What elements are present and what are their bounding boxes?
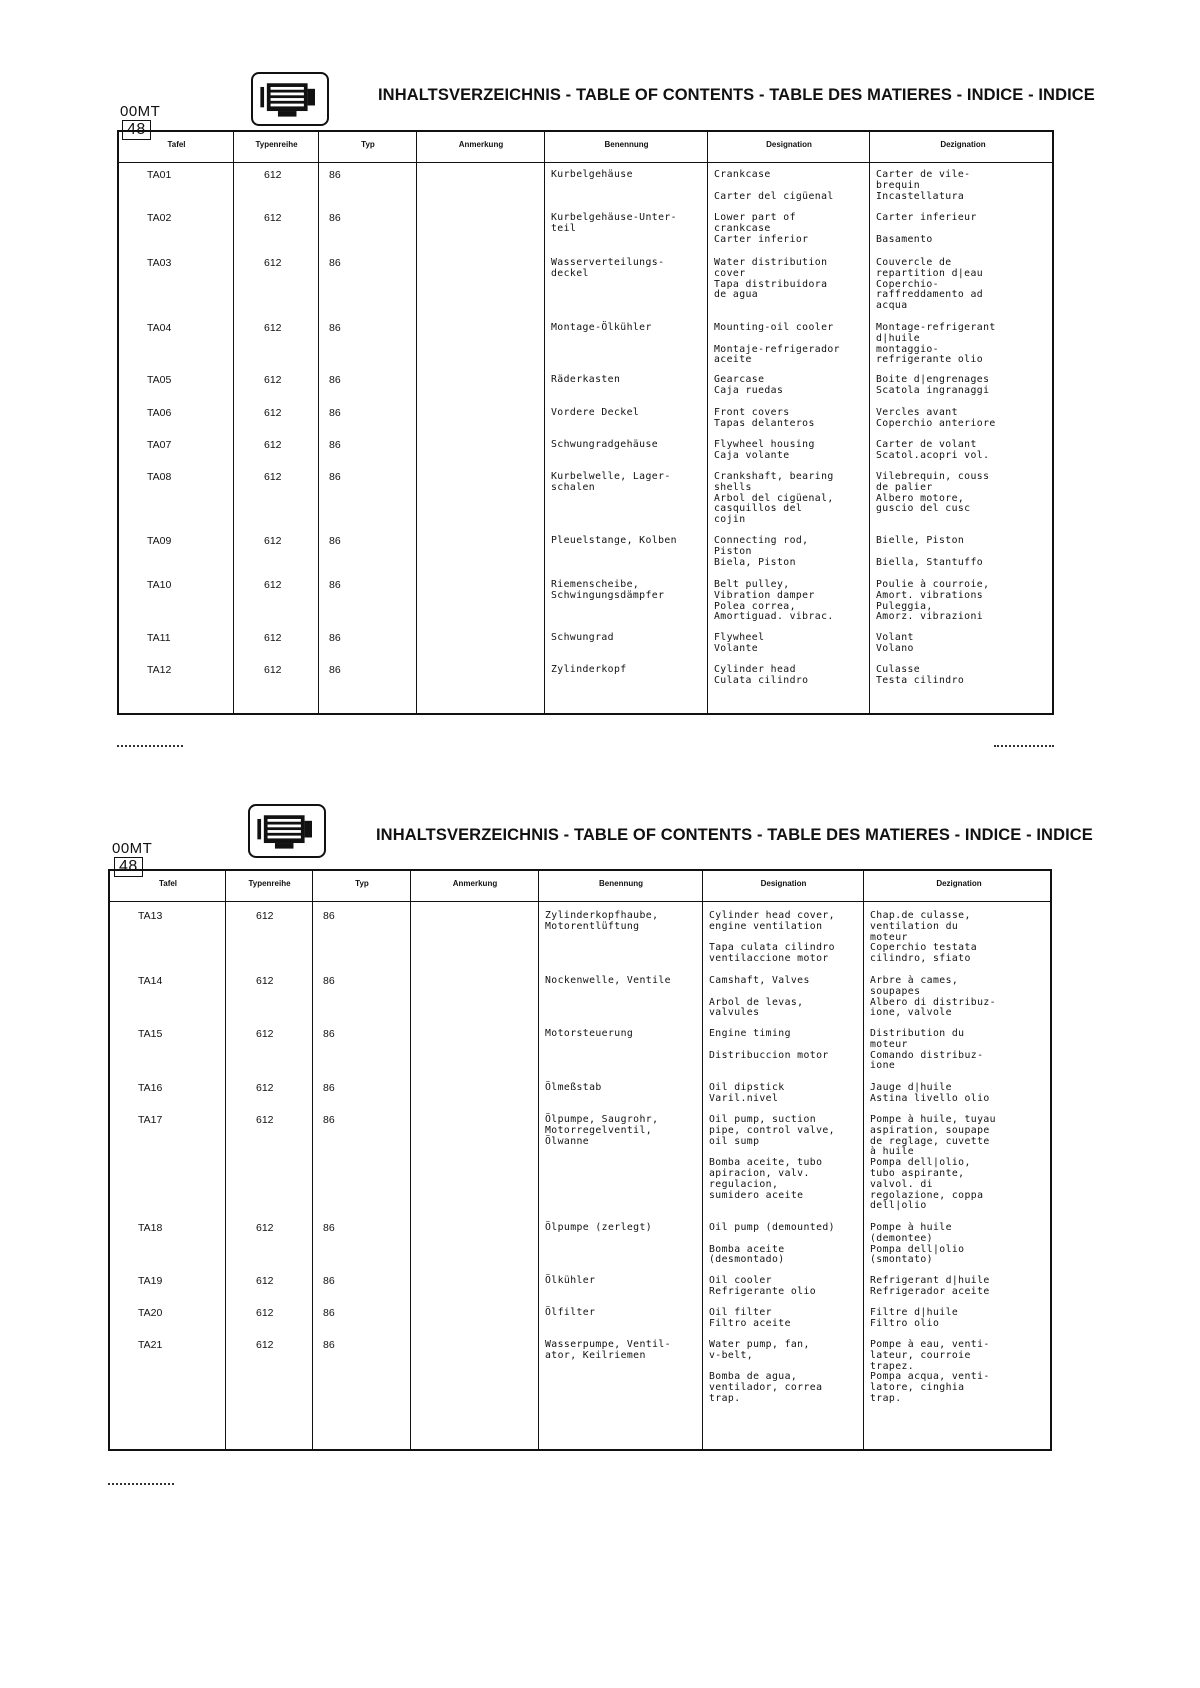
benennung-line: Ölfilter [545,1307,596,1318]
type-value: 86 [323,1339,335,1351]
designation-en-line: Oil filter [709,1307,772,1318]
footer-mark-right [994,745,1054,747]
designation-fr-line: Distribution du [870,1028,965,1039]
designation-en-line: Filtro aceite [709,1317,791,1329]
table-id: TA21 [138,1339,163,1351]
column-divider [312,871,313,1449]
designation-fr-line: ventilation du [870,920,959,932]
type-value: 86 [329,535,341,547]
designation-fr-line: Pompa dell|olio, [870,1157,971,1169]
designation-fr-line: de reglage, cuvette [870,1135,990,1147]
type-value: 86 [329,664,341,676]
designation-fr-line: valvol. di [870,1178,933,1190]
code-prefix: 00MT [112,840,153,857]
benennung-line: Motorsteuerung [545,1028,634,1039]
designation-fr-line: Culasse [876,664,921,675]
footer-mark-left [108,1483,174,1485]
type-value: 86 [323,975,335,987]
benennung-line: deckel [551,267,589,279]
designation-fr-line: regolazione, coppa [870,1189,984,1201]
series-value: 612 [264,212,282,224]
benennung-line: Ölwanne [545,1135,590,1147]
column-divider [233,132,234,713]
designation-fr-line: tubo aspirante, [870,1168,965,1179]
designation-en-line: cojin [714,514,746,526]
designation-en-line: Polea correa, [714,600,796,612]
series-value: 612 [256,1275,274,1287]
benennung-line: Ölkühler [545,1275,596,1286]
designation-fr-line: refrigerante olio [876,354,984,366]
benennung-line: Kurbelgehäuse-Unter- [551,212,677,223]
designation-en-line: Bomba de agua, [709,1371,798,1383]
table-id: TA18 [138,1222,163,1234]
designation-fr-line: Pompa acqua, venti- [870,1371,990,1383]
designation-en-line: Varil.nivel [709,1092,779,1104]
designation-en-line: Tapa culata cilindro [709,942,835,954]
benennung-line: Kurbelgehäuse [551,169,633,180]
designation-fr-line: à huile [870,1146,915,1158]
designation-en-line: Montaje-refrigerador [714,343,840,355]
designation-en-line: cover [714,267,746,279]
benennung-line: schalen [551,481,596,493]
benennung-line: ator, Keilriemen [545,1349,646,1361]
type-value: 86 [329,322,341,334]
benennung-line: Zylinderkopf [551,664,627,675]
benennung-line: Schwungradgehäuse [551,439,659,450]
table-id: TA11 [147,632,171,644]
designation-en-line: de agua [714,289,759,301]
series-value: 612 [256,1339,274,1351]
column-header-typenreihe: Typenreihe [255,140,298,149]
designation-fr-line: acqua [876,300,908,312]
benennung-line: Motorregelventil, [545,1124,653,1136]
column-header-typ: Typ [355,879,369,888]
designation-fr-line: Poulie à courroie, [876,579,990,590]
column-divider [410,871,411,1449]
table-id: TA06 [147,407,172,419]
type-value: 86 [329,632,341,644]
designation-en-line: Cylinder head [714,664,796,675]
type-value: 86 [323,1082,335,1094]
designation-fr-line: trapez. [870,1360,915,1372]
designation-fr-line: Coperchio anteriore [876,417,996,429]
designation-fr-line: Filtre d|huile [870,1307,959,1318]
designation-en-line: Oil cooler [709,1275,772,1286]
designation-fr-line: Vercles avant [876,407,958,418]
benennung-line: Zylinderkopfhaube, [545,910,659,921]
designation-en-line: Lower part of [714,212,796,223]
designation-fr-line: latore, cinghia [870,1382,965,1394]
column-header-designation-fr: Dezignation [936,879,982,888]
designation-fr-line: Filtro olio [870,1317,940,1329]
designation-fr-line: d|huile [876,332,921,344]
designation-fr-line: Refrigerador aceite [870,1285,990,1297]
designation-en-line: Crankcase [714,169,771,180]
designation-en-line: Culata cilindro [714,674,809,686]
type-value: 86 [323,910,335,922]
table-header-divider [119,162,1052,163]
designation-en-line: Bomba aceite, tubo [709,1157,823,1169]
benennung-line: Ölmeßstab [545,1082,602,1093]
table-id: TA01 [147,169,172,181]
engine-logo-icon [248,804,326,858]
column-divider [225,871,226,1449]
designation-fr-line: Boite d|engrenages [876,374,990,385]
type-value: 86 [323,1275,335,1287]
designation-fr-line: Couvercle de [876,257,952,268]
table-id: TA05 [147,374,172,386]
designation-fr-line: Puleggia, [876,600,933,612]
designation-en-line: oil sump [709,1135,760,1147]
designation-fr-line: Carter inferieur [876,212,977,223]
code-number: 48 [114,857,143,877]
designation-en-line: Tapa distribuidora [714,278,828,290]
designation-fr-line: Coperchio testata [870,942,978,954]
type-value: 86 [329,169,341,181]
designation-en-line: Camshaft, Valves [709,975,810,986]
designation-en-line: pipe, control valve, [709,1124,835,1136]
column-header-tafel: Tafel [167,140,186,149]
designation-fr-line: ione [870,1060,896,1072]
code-prefix: 00MT [120,103,161,120]
designation-en-line: sumidero aceite [709,1189,804,1201]
column-header-benennung: Benennung [599,879,643,888]
series-value: 612 [256,975,274,987]
designation-fr-line: Albero di distribuz- [870,996,996,1008]
column-divider [544,132,545,713]
designation-en-line: Piston [714,545,752,557]
designation-fr-line: Scatol.acopri vol. [876,449,990,461]
designation-fr-line: aspiration, soupape [870,1124,990,1136]
benennung-line: Vordere Deckel [551,407,640,418]
benennung-line: Wasserpumpe, Ventil- [545,1339,671,1350]
designation-fr-line: Comando distribuz- [870,1049,984,1061]
designation-en-line: Amortiguad. vibrac. [714,611,834,623]
table-id: TA17 [138,1114,163,1126]
designation-fr-line: dell|olio [870,1200,927,1212]
column-header-designation-fr: Dezignation [940,140,986,149]
type-value: 86 [329,579,341,591]
table-id: TA15 [138,1028,163,1040]
benennung-line: Motorentlüftung [545,920,640,932]
type-value: 86 [323,1222,335,1234]
column-header-designation-en: Designation [766,140,812,149]
table-id: TA02 [147,212,172,224]
benennung-line: Pleuelstange, Kolben [551,535,677,546]
column-header-benennung: Benennung [604,140,649,149]
type-value: 86 [329,407,341,419]
type-value: 86 [329,374,341,386]
series-value: 612 [256,1082,274,1094]
designation-fr-line: Astina livello olio [870,1092,990,1104]
designation-fr-line: (demontee) [870,1232,933,1244]
series-value: 612 [264,169,282,181]
designation-en-line: Bomba aceite [709,1243,785,1255]
column-divider [702,871,703,1449]
series-value: 612 [256,1114,274,1126]
type-value: 86 [323,1307,335,1319]
designation-en-line: Arbol de levas, [709,996,804,1008]
column-divider [869,132,870,713]
designation-fr-line: Refrigerant d|huile [870,1275,990,1286]
series-value: 612 [264,439,282,451]
designation-fr-line: Carter de volant [876,439,977,450]
designation-fr-line: Biella, Stantuffo [876,556,984,568]
designation-en-line: Carter del cigüenal [714,190,834,202]
footer-mark-left [117,745,183,747]
designation-en-line: Cylinder head cover, [709,910,835,921]
table-id: TA10 [147,579,172,591]
series-value: 612 [264,322,282,334]
series-value: 612 [264,257,282,269]
series-value: 612 [264,407,282,419]
designation-fr-line: ione, valvole [870,1007,952,1019]
designation-en-line: Mounting-oil cooler [714,322,834,333]
designation-en-line: Oil dipstick [709,1082,785,1093]
designation-fr-line: repartition d|eau [876,267,984,279]
series-value: 612 [264,632,282,644]
table-id: TA12 [147,664,172,676]
designation-fr-line: Volano [876,642,914,654]
page-title: INHALTSVERZEICHNIS - TABLE OF CONTENTS - TABLE DES MATIERES - INDICE - INDICE [378,86,1095,104]
designation-fr-line: Amorz. vibrazioni [876,611,984,623]
designation-en-line: ventilador, correa [709,1382,823,1394]
column-header-typ: Typ [361,140,375,149]
designation-fr-line: Incastellatura [876,190,965,202]
designation-en-line: apiracion, valv. [709,1168,810,1179]
designation-en-line: Tapas delanteros [714,417,815,429]
benennung-line: Ölpumpe, Saugrohr, [545,1114,659,1125]
column-header-anmerkung: Anmerkung [452,879,498,888]
code-number: 48 [122,120,151,140]
designation-en-line: casquillos del [714,503,803,515]
benennung-line: Nockenwelle, Ventile [545,975,671,986]
column-divider [863,871,864,1449]
designation-fr-line: Vilebrequin, couss [876,471,990,482]
designation-en-line: Front covers [714,407,790,418]
designation-fr-line: Coperchio- [876,278,939,290]
series-value: 612 [264,535,282,547]
designation-en-line: Biela, Piston [714,556,796,568]
type-value: 86 [323,1028,335,1040]
table-id: TA13 [138,910,163,922]
designation-fr-line: brequin [876,179,921,191]
series-value: 612 [256,910,274,922]
designation-en-line: Oil pump, suction [709,1114,817,1125]
page-title: INHALTSVERZEICHNIS - TABLE OF CONTENTS - TABLE DES MATIERES - INDICE - INDICE [376,826,1093,844]
designation-en-line: Belt pulley, [714,579,790,590]
designation-fr-line: Jauge d|huile [870,1082,952,1093]
designation-en-line: aceite [714,354,752,366]
designation-en-line: crankcase [714,222,771,234]
designation-en-line: Carter inferior [714,233,809,245]
designation-fr-line: soupapes [870,985,921,997]
table-id: TA09 [147,535,172,547]
designation-fr-line: Pompe à huile, tuyau [870,1114,996,1125]
designation-fr-line: moteur [870,1038,908,1050]
designation-en-line: Flywheel housing [714,439,815,450]
type-value: 86 [323,1114,335,1126]
designation-fr-line: montaggio- [876,343,939,355]
benennung-line: Wasserverteilungs- [551,257,665,268]
designation-en-line: shells [714,481,752,493]
designation-fr-line: Scatola ingranaggi [876,384,990,396]
series-value: 612 [264,664,282,676]
table-id: TA20 [138,1307,163,1319]
designation-fr-line: Pompe à eau, venti- [870,1339,990,1350]
designation-fr-line: Montage-refrigerant [876,322,996,333]
series-value: 612 [264,471,282,483]
designation-fr-line: Pompa dell|olio [870,1243,965,1255]
designation-fr-line: cilindro, sfiato [870,953,971,965]
column-divider [416,132,417,713]
designation-fr-line: Albero motore, [876,492,965,504]
designation-fr-line: de palier [876,481,933,493]
table-id: TA04 [147,322,172,334]
column-divider [318,132,319,713]
designation-en-line: Distribuccion motor [709,1049,829,1061]
designation-en-line: Flywheel [714,632,765,643]
designation-en-line: (desmontado) [709,1254,785,1266]
series-value: 612 [256,1028,274,1040]
designation-en-line: Water distribution [714,257,828,268]
designation-fr-line: Arbre à cames, [870,975,959,986]
benennung-line: Kurbelwelle, Lager- [551,471,671,482]
designation-en-line: Crankshaft, bearing [714,471,834,482]
benennung-line: Schwungrad [551,632,614,643]
designation-en-line: Connecting rod, [714,535,809,546]
designation-en-line: regulacion, [709,1178,779,1190]
type-value: 86 [329,212,341,224]
designation-en-line: valvules [709,1007,760,1019]
designation-fr-line: Amort. vibrations [876,589,984,601]
table-id: TA03 [147,257,172,269]
designation-en-line: Engine timing [709,1028,791,1039]
table-id: TA16 [138,1082,163,1094]
type-value: 86 [329,257,341,269]
designation-fr-line: Pompe à huile [870,1222,952,1233]
column-header-typenreihe: Typenreihe [248,879,291,888]
type-value: 86 [329,439,341,451]
designation-fr-line: raffreddamento ad [876,289,984,301]
table-id: TA07 [147,439,172,451]
column-header-tafel: Tafel [158,879,178,888]
benennung-line: teil [551,222,577,234]
designation-en-line: Caja ruedas [714,384,784,396]
designation-fr-line: trap. [870,1393,902,1404]
column-header-anmerkung: Anmerkung [458,140,504,149]
benennung-line: Räderkasten [551,374,621,385]
designation-en-line: trap. [709,1393,741,1404]
benennung-line: Ölpumpe (zerlegt) [545,1222,653,1233]
designation-en-line: Arbol del cigüenal, [714,492,834,504]
designation-en-line: Gearcase [714,374,765,385]
column-divider [707,132,708,713]
engine-logo-icon [251,72,329,126]
designation-en-line: Water pump, fan, [709,1339,810,1350]
designation-fr-line: Carter de vile- [876,169,971,180]
designation-en-line: Refrigerante olio [709,1285,817,1297]
table-id: TA14 [138,975,163,987]
benennung-line: Schwingungsdämpfer [551,589,665,601]
series-value: 612 [256,1307,274,1319]
series-value: 612 [256,1222,274,1234]
designation-en-line: v-belt, [709,1349,754,1361]
designation-fr-line: Basamento [876,233,933,245]
designation-en-line: ventilaccione motor [709,953,829,965]
table-header-divider [110,901,1050,902]
designation-fr-line: moteur [870,931,908,943]
designation-fr-line: Chap.de culasse, [870,910,971,921]
designation-fr-line: guscio del cusc [876,503,971,515]
designation-en-line: engine ventilation [709,920,823,932]
table-id: TA08 [147,471,172,483]
designation-fr-line: Volant [876,632,914,643]
series-value: 612 [264,579,282,591]
benennung-line: Montage-Ölkühler [551,322,652,333]
designation-en-line: Volante [714,642,759,654]
table-id: TA19 [138,1275,163,1287]
column-divider [538,871,539,1449]
designation-fr-line: Bielle, Piston [876,535,965,546]
designation-fr-line: Testa cilindro [876,674,965,686]
designation-fr-line: (smontato) [870,1254,933,1266]
benennung-line: Riemenscheibe, [551,579,640,590]
designation-en-line: Oil pump (demounted) [709,1222,835,1233]
designation-fr-line: lateur, courroie [870,1349,971,1361]
type-value: 86 [329,471,341,483]
series-value: 612 [264,374,282,386]
designation-en-line: Caja volante [714,449,790,461]
column-header-designation-en: Designation [760,879,807,888]
designation-en-line: Vibration damper [714,589,815,601]
